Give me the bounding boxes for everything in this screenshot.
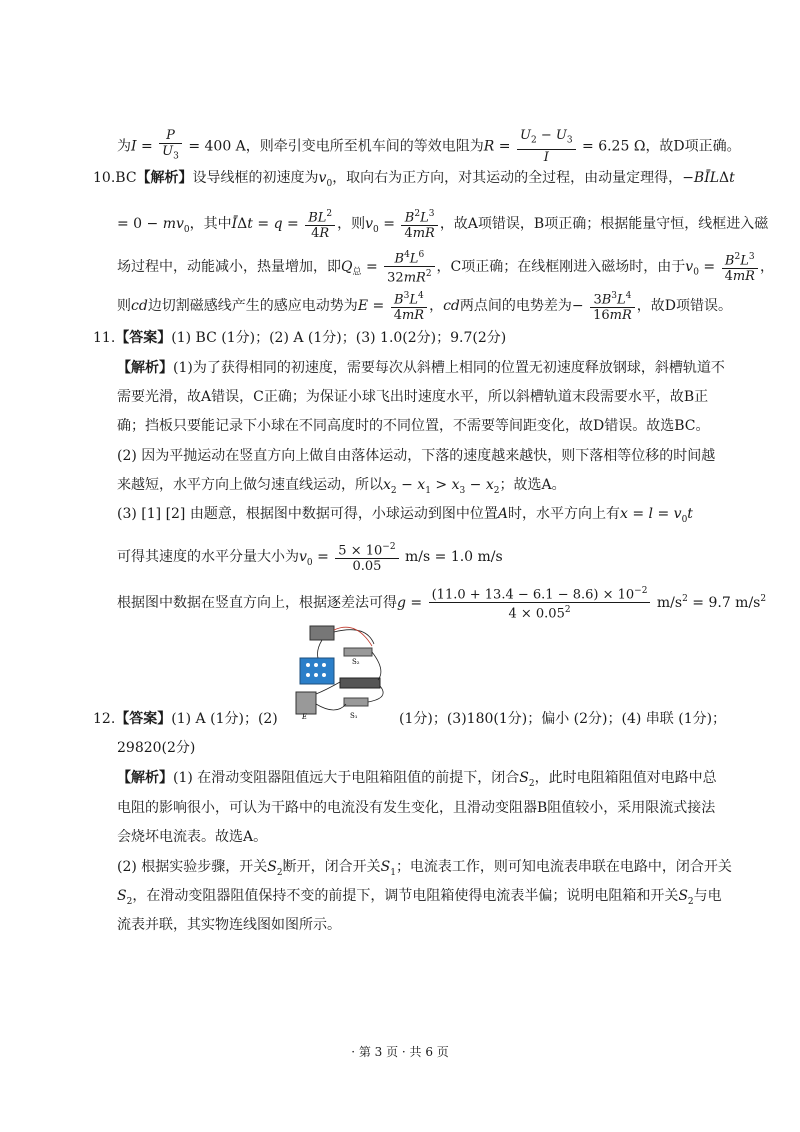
- switch-s2-shape: [344, 648, 372, 656]
- frac-p-u3: $\frac{P}{U_3}$: [159, 128, 182, 165]
- q12-answer-3: 29820(2分): [117, 740, 196, 756]
- ammeter-shape: [310, 626, 334, 640]
- q11-analysis-6: (3) [1] [2] 由题意，根据图中数据可得，小球运动到图中位置A时，水平方向上有$x = l = v_0t$: [117, 506, 693, 525]
- q11-analysis-5: 来越短，水平方向上做匀速直线运动，所以$x_2 - x_1 > x_3 - x_2$；故选A。: [117, 477, 566, 496]
- q10-line-4: 则cd边切割磁感线产生的感应电动势为E = $\frac{B^3L^4}{4mR}$ ，cd两点间的电势差为− $\frac{3B^3L^4}{16mR}$ ，故D项错误。: [117, 291, 732, 324]
- q12-analysis-5: $S_2$，在滑动变阻器阻值保持不变的前提下，调节电阻箱使得电流表半偏；说明电阻箱和开关$S_2$与电: [117, 888, 722, 907]
- q11-analysis-3: 确；挡板只要能记录下小球在不同高度时的不同位置，不需要等间距变化，故D错误。故选BC。: [117, 418, 710, 434]
- circuit-diagram: [286, 620, 398, 720]
- q11-analysis-7: 可得其速度的水平分量大小为$v_0$ = $\frac{5 \times 10^{-2}}{0.05}$ m/s = 1.0 m/s: [117, 542, 503, 575]
- q12-analysis-2: 电阻的影响很小，可认为干路中的电流没有发生变化，且滑动变阻器B阻值较小，采用限流式接法: [117, 800, 716, 816]
- q11-answer: 11.【答案】(1) BC (1分)；(2) A (1分)；(3) 1.0(2分)；9.7(2分): [93, 330, 507, 346]
- resistance-box-shape: [300, 658, 334, 684]
- switch-s1-shape: [344, 698, 368, 706]
- q11-analysis-1: 【解析】(1)为了获得相同的初速度，需要每次从斜槽上相同的位置无初速度释放钢球，斜槽轨道不: [117, 360, 725, 376]
- q10-line-2: = $0 - mv_0$，其中ĪΔt = q = $\frac{BL^2}{4R}$ ，则$v_0$ = $\frac{B^2L^3}{4mR}$ ，故A项错误，B项正确；根据能量守恒，线框进入磁: [117, 209, 769, 242]
- battery-shape: [296, 692, 316, 714]
- q12-answer-2: (1分)；(3)180(1分)；偏小 (2分)；(4) 串联 (1分)；: [399, 711, 727, 727]
- label-e: E: [302, 713, 308, 720]
- q11-analysis-2: 需要光滑，故A错误，C正确；为保证小球飞出时速度水平，所以斜槽轨道末段需要水平，故B正: [117, 389, 709, 405]
- q12-answer-1: 12.【答案】(1) A (1分)；(2): [93, 711, 278, 727]
- line-1: 为I = $\frac{P}{U_3}$ = 400 A，则牵引变电所至机车间的等效电阻为R = $\frac{U_2 - U_3}{I}$ = 6.25 Ω，故D项正确。: [117, 128, 741, 165]
- frac-r: $\frac{U_2 - U_3}{I}$: [517, 128, 576, 165]
- q12-analysis-6: 流表并联，其实物连线图如图所示。: [117, 917, 341, 933]
- q12-analysis-1: 【解析】(1) 在滑动变阻器阻值远大于电阻箱阻值的前提下，闭合$S_2$，此时电阻箱阻值对电路中总: [117, 770, 717, 789]
- q10-line-1: 10.BC【解析】设导线框的初速度为$v_0$，取向右为正方向，对其运动的全过程，由动量定理得，−BĪLΔt: [93, 170, 735, 189]
- q11-analysis-8: 根据图中数据在竖直方向上，根据逐差法可得g = $\frac{(11.0 + 13.4 - 6.1 - 8.6) \times 10^{-2}}{4 \times 0.05^2}$ $m/s^2 = 9.7$ $m/s^2$: [117, 586, 767, 622]
- q10-line-3: 场过程中，动能减小，热量增加，即$Q_总$ = $\frac{B^4L^6}{32mR^2}$ ，C项正确；在线框刚进入磁场时，由于$v_0$ = $\frac{B^2L^3}{4mR}$ ，: [117, 250, 774, 286]
- q12-analysis-3: 会烧坏电流表。故选A。: [117, 829, 268, 845]
- page-footer: · 第 3 页 · 共 6 页: [351, 1045, 449, 1059]
- label-s2: S₂: [352, 658, 360, 666]
- q11-analysis-4: (2) 因为平抛运动在竖直方向上做自由落体运动，下落的速度越来越快，则下落相等位移的时间越: [117, 448, 716, 464]
- label-s1: S₁: [350, 712, 358, 720]
- q12-analysis-4: (2) 根据实验步骤，开关$S_2$断开，闭合开关$S_1$；电流表工作，则可知电流表串联在电路中，闭合开关: [117, 859, 732, 878]
- rheostat-shape: [340, 678, 380, 688]
